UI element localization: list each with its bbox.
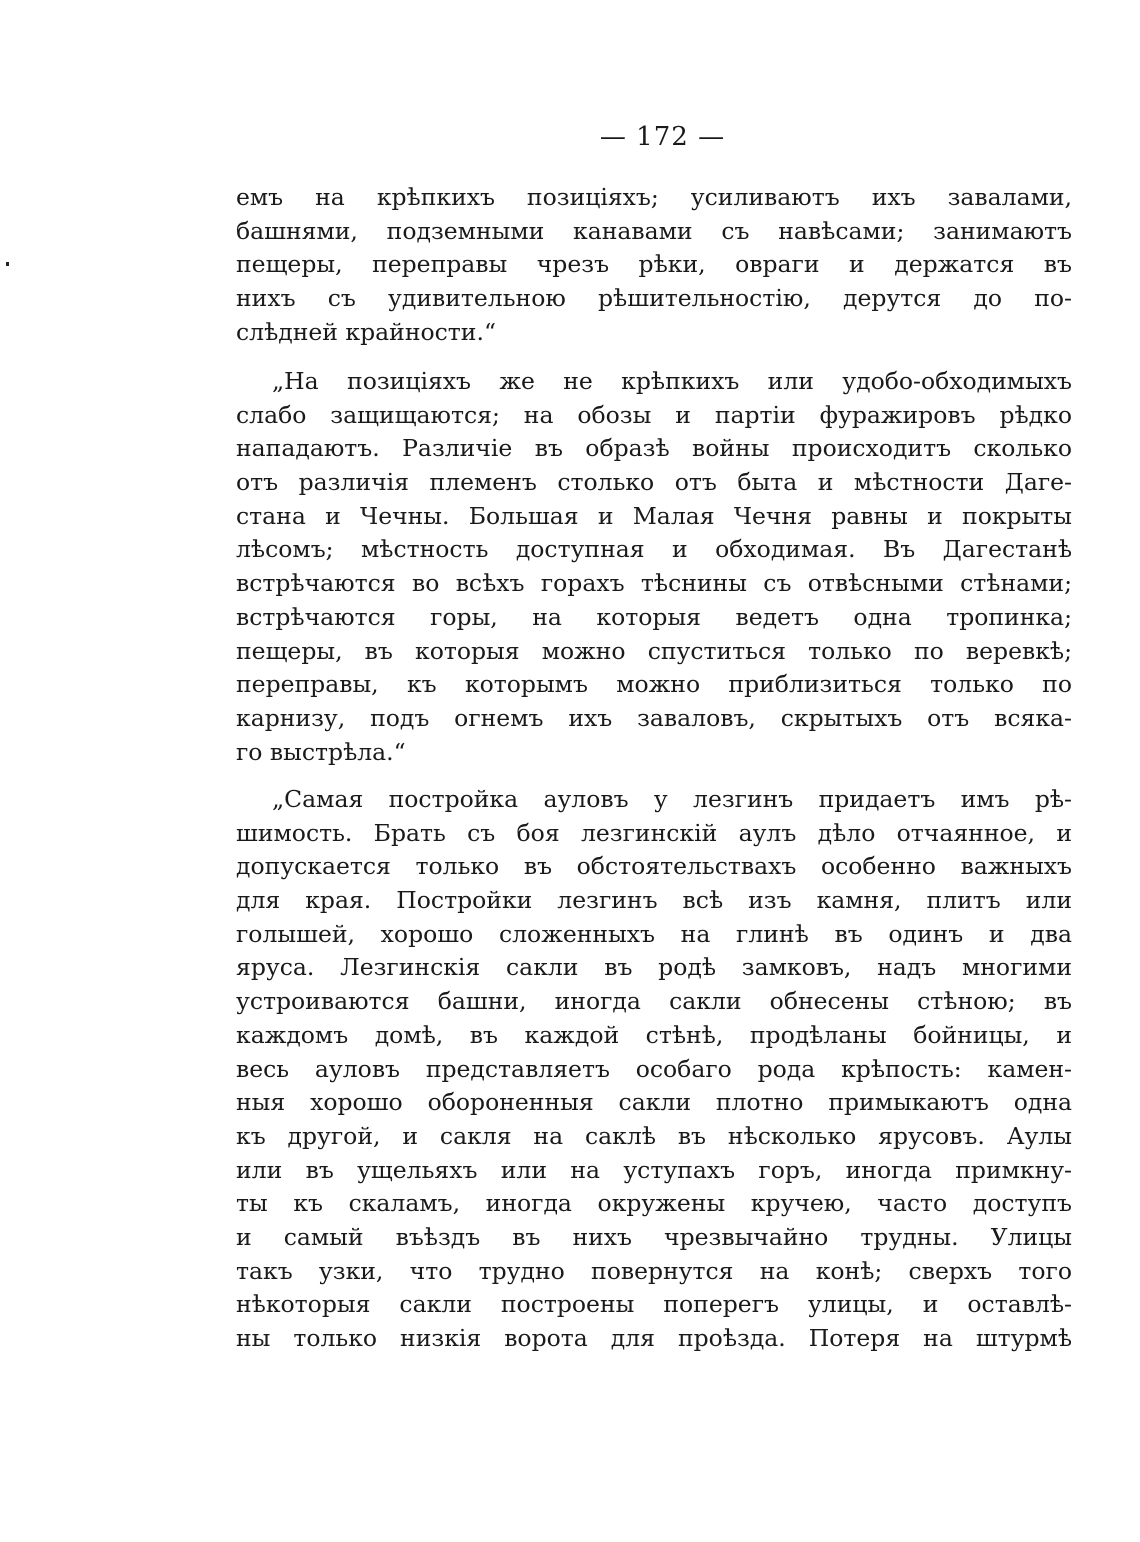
text-line: „Самая постройка ауловъ у лезгинъ придаетъ имъ рѣ- [272,785,1072,813]
text-line: для края. Постройки лезгинъ всѣ изъ камня, плитъ или [236,886,1072,915]
text-line: „На позиціяхъ же не крѣпкихъ или удобо-обходимыхъ [272,367,1072,395]
paragraph-2 [236,365,1072,769]
text-line: отъ различія племенъ столько отъ быта и мѣстности Даге- [236,468,1072,497]
paragraph-3 [236,783,1072,1356]
text-line: го выстрѣла.“ [236,737,406,766]
text-line: яруса. Лезгинскія сакли въ родѣ замковъ, надъ многими [236,953,1072,982]
text-line: нихъ съ удивительною рѣшительностію, дерутся до по- [236,284,1072,313]
text-line: голышей, хорошо сложенныхъ на глинѣ въ одинъ и два [236,919,1072,948]
text-line: каждомъ домѣ, въ каждой стѣнѣ, продѣланы бойницы, и [236,1020,1072,1049]
margin-speck [6,262,9,266]
text-line: ты къ скаламъ, иногда окружены кручею, часто доступъ [236,1189,1072,1218]
text-line: карнизу, подъ огнемъ ихъ заваловъ, скрытыхъ отъ всяка- [236,703,1072,732]
text-line: ныя хорошо обороненныя сакли плотно примыкаютъ одна [236,1088,1072,1117]
text-line: переправы, къ которымъ можно приблизиться только по [236,670,1072,699]
text-line: слабо защищаются; на обозы и партіи фуражировъ рѣдко [236,400,1072,429]
text-line: лѣсомъ; мѣстность доступная и обходимая. Въ Дагестанѣ [236,535,1072,564]
text-line: пещеры, переправы чрезъ рѣки, овраги и держатся въ [236,250,1072,279]
text-line: встрѣчаются горы, на которыя ведетъ одна тропинка; [236,602,1072,631]
text-line: нѣкоторыя сакли построены поперегъ улицы, и оставлѣ- [236,1290,1072,1319]
text-line: къ другой, и сакля на саклѣ въ нѣсколько ярусовъ. Аулы [236,1121,1072,1150]
text-line: слѣдней крайности.“ [236,317,496,346]
text-line: стана и Чечны. Большая и Малая Чечня равны и покрыты [236,501,1072,530]
text-line: такъ узки, что трудно повернутся на конѣ; сверхъ того [236,1256,1072,1285]
text-line: встрѣчаются во всѣхъ горахъ тѣснины съ отвѣсными стѣнами; [236,569,1072,598]
text-line: нападаютъ. Различіе въ образѣ войны происходитъ сколько [236,434,1072,463]
page-number: — 172 — [599,122,726,152]
text-line: и самый въѣздъ въ нихъ чрезвычайно трудны. Улицы [236,1222,1072,1251]
text-line: башнями, подземными канавами съ навѣсами; занимаютъ [236,216,1072,245]
text-line: шимость. Брать съ боя лезгинскій аулъ дѣло отчаянное, и [236,818,1072,847]
text-line: ны только низкія ворота для проѣзда. Потеря на штурмѣ [236,1324,1072,1352]
text-line: или въ ущельяхъ или на уступахъ горъ, иногда примкну- [236,1155,1072,1184]
text-line: емъ на крѣпкихъ позиціяхъ; усиливаютъ ихъ завалами, [236,183,1072,211]
paragraph-1 [236,181,1072,349]
text-line: допускается только въ обстоятельствахъ особенно важныхъ [236,852,1072,881]
text-line: пещеры, въ которыя можно спуститься только по веревкѣ; [236,636,1072,665]
text-line: устроиваются башни, иногда сакли обнесены стѣною; въ [236,987,1072,1016]
text-line: весь ауловъ представляетъ особаго рода крѣпость: камен- [236,1054,1072,1083]
